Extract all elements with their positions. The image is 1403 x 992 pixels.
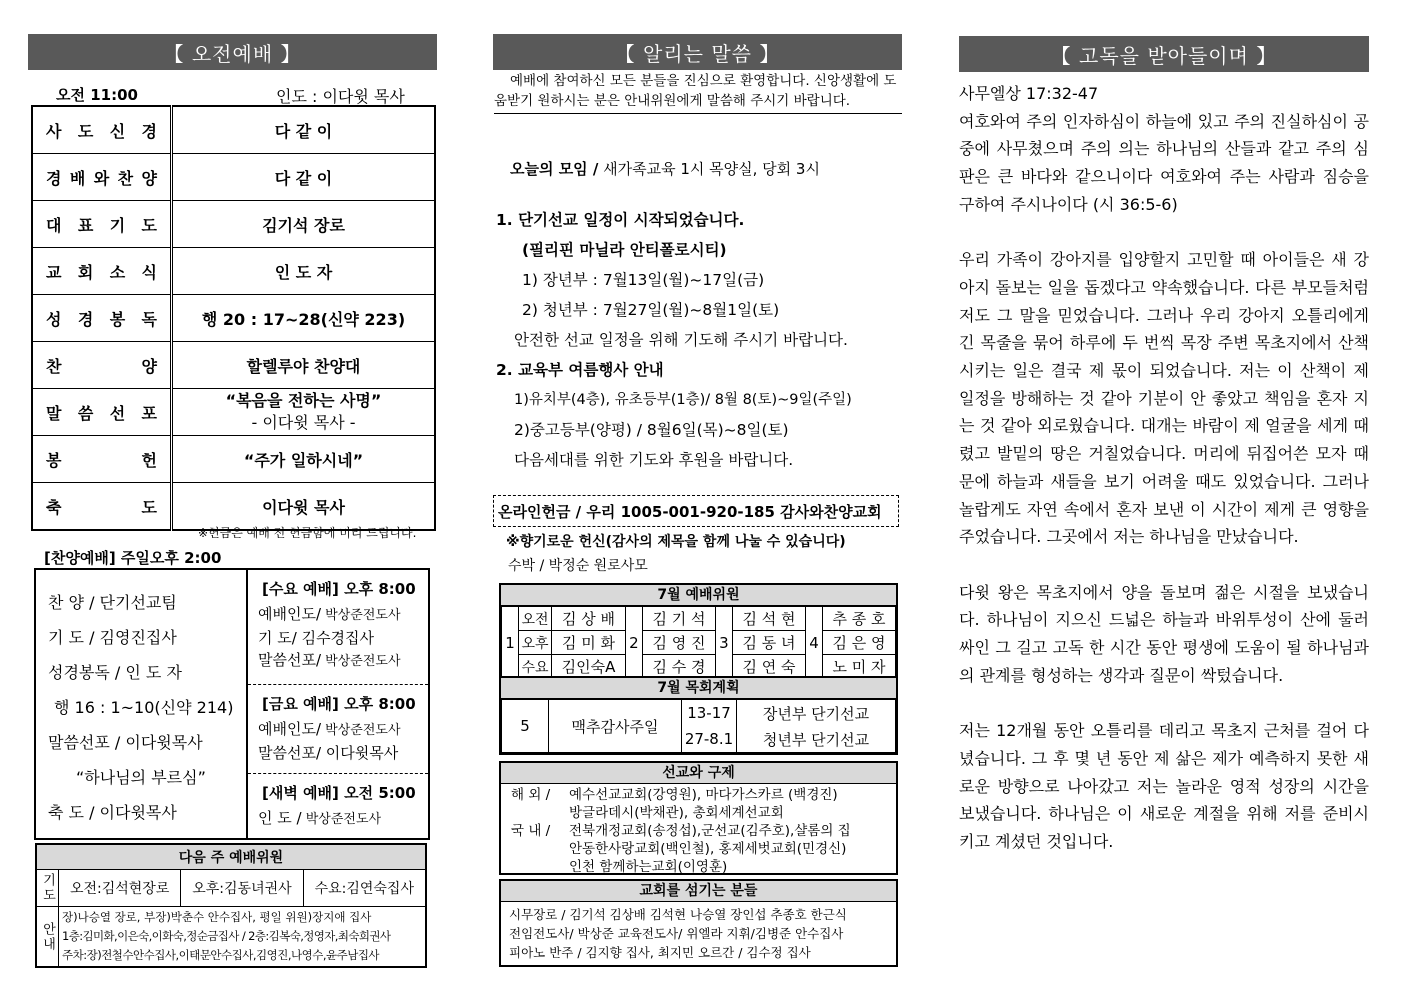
pastoral-plan-box bbox=[499, 676, 898, 755]
week-number: 1 bbox=[502, 607, 519, 679]
order-value: “주가 일하시네” bbox=[172, 436, 436, 483]
prayer-morning: 오전:김석현장로 bbox=[59, 870, 181, 907]
service-role: 말씀선포/ bbox=[258, 744, 322, 762]
next-week-title: 다음 주 예배위원 bbox=[36, 844, 426, 870]
order-value: 다 같 이 bbox=[172, 154, 436, 201]
announcement-item: 2)중고등부(양평) / 8월6일(목)~8일(토) bbox=[514, 421, 789, 439]
devotional-text bbox=[959, 80, 1369, 856]
worship-leader: 인도 : 이다윗 목사 bbox=[276, 87, 405, 106]
guide-label: 안내 bbox=[36, 907, 59, 968]
week-number: 3 bbox=[715, 607, 732, 679]
committee-name: 김 석 현 bbox=[732, 607, 805, 631]
service-title: [금요 예배] 오후 8:00 bbox=[262, 695, 416, 713]
praise-order bbox=[36, 570, 248, 838]
service-person: 박상준전도사 bbox=[321, 654, 401, 669]
mission-title: 선교와 구제 bbox=[501, 763, 896, 784]
offering-note: ※헌금은 예배 전 헌금함에 미리 드립니다. bbox=[198, 526, 417, 540]
servers-title: 교회를 섬기는 분들 bbox=[501, 881, 896, 902]
plan-event: 맥추감사주일 bbox=[549, 700, 682, 753]
servers-box bbox=[499, 879, 898, 967]
service-role: 기 도/ bbox=[258, 629, 297, 647]
table-row bbox=[32, 201, 435, 248]
service-person: 김수경집사 bbox=[296, 629, 375, 647]
guide-line: 주차:장)전철수안수집사,이태문안수집사,김영진,나영수,윤주남집사 bbox=[62, 948, 380, 962]
table-row bbox=[32, 483, 435, 531]
service-title: [수요 예배] 오후 8:00 bbox=[262, 580, 416, 598]
committee-table bbox=[501, 606, 896, 679]
weekday-services bbox=[248, 570, 428, 838]
mission-line: 전북개정교회(송정섭),군선교(김주호),샬롬의 집 bbox=[569, 823, 851, 839]
announcement-item: 1) 장년부 : 7월13일(월)~17일(금) bbox=[522, 271, 765, 289]
praise-line: 기 도 / 김영진집사 bbox=[48, 628, 177, 647]
devotional-header: 【 고독을 받아들이며 】 bbox=[959, 36, 1369, 72]
morning-worship-header: 【 오전예배 】 bbox=[28, 34, 437, 70]
announcement-item: 다음세대를 위한 기도와 후원을 바랍니다. bbox=[514, 451, 794, 469]
worship-time: 오전 11:00 bbox=[56, 86, 138, 104]
service-title: [새벽 예배] 오전 5:00 bbox=[262, 784, 416, 802]
announcement-item: 2) 청년부 : 7월27일(월)~8월1일(토) bbox=[522, 301, 780, 319]
servers-line: 피아노 반주 / 김지향 집사, 최지민 오르간 / 김수정 집사 bbox=[509, 945, 811, 960]
committee-name: 김 연 숙 bbox=[732, 655, 805, 679]
announcement-item: 1. 단기선교 일정이 시작되었습니다. bbox=[496, 211, 745, 229]
welcome-text: 예배에 참여하신 모든 분들을 진심으로 환영합니다. 신앙생활에 도움받기 원하시는 분은 안내위원에게 말씀해 주시기 바랍니다. bbox=[494, 71, 902, 114]
week-number: 4 bbox=[805, 607, 822, 679]
praise-line: “하나님의 부르심” bbox=[76, 768, 206, 787]
prayer-wednesday: 수요:김연숙집사 bbox=[303, 870, 426, 907]
praise-line: 축 도 / 이다윗목사 bbox=[48, 803, 177, 822]
announcement-item: 1)유치부(4층), 유초등부(1층)/ 8월 8(토)~9일(주일) bbox=[514, 392, 852, 408]
plan-week: 5 bbox=[502, 700, 549, 753]
announcement-list bbox=[496, 205, 906, 475]
plan-desc: 장년부 단기선교 bbox=[737, 700, 896, 727]
service-person: 이다윗목사 bbox=[321, 744, 399, 762]
table-row bbox=[502, 631, 896, 655]
mission-region: 국 내 / bbox=[511, 823, 551, 839]
order-label: 대 표 기 도 bbox=[46, 215, 157, 235]
order-label: 말 씀 선 포 bbox=[46, 403, 157, 423]
sermon-preacher: - 이다윗 목사 - bbox=[251, 413, 356, 432]
committee-title: 7월 예배위원 bbox=[501, 585, 896, 606]
table-row bbox=[36, 907, 426, 968]
dedication-item: 수박 / 박정순 원로사모 bbox=[508, 558, 648, 574]
service-person: 박상준전도사 bbox=[301, 812, 382, 827]
next-week-committee bbox=[35, 843, 427, 968]
order-label: 성 경 봉 독 bbox=[46, 309, 157, 329]
dawn-service bbox=[248, 774, 428, 838]
order-label: 사 도 신 경 bbox=[46, 121, 157, 141]
table-row bbox=[502, 700, 896, 727]
committee-name: 김 수 경 bbox=[642, 655, 715, 679]
order-value: 행 20 : 17~28(신약 223) bbox=[172, 295, 436, 342]
table-row bbox=[32, 295, 435, 342]
order-value: 할렐루야 찬양대 bbox=[172, 342, 436, 389]
dedication-note: ※향기로운 헌신(감사의 제목을 함께 나눌 수 있습니다) bbox=[506, 534, 846, 550]
announcements-header: 【 알리는 말씀 】 bbox=[493, 34, 902, 70]
july-committee-box bbox=[499, 583, 898, 681]
committee-name: 추 종 호 bbox=[822, 607, 895, 631]
table-row bbox=[502, 655, 896, 679]
devotional-paragraph: 우리 가족이 강아지를 입양할지 고민할 때 아이들은 새 강아지 돌보는 일을 돕겠다고 약속했습니다. 다른 부모들처럼 저도 그 말을 믿었습니다. 그러나 우리 강아지 오틀리에게 긴 목줄을 묶어 하루에 두 번씩 목장 주변 목초지에서 산책시키는 일은 결국 제 몫이 되었습니다. 저는 이 산책이 제 일정을 방해하는 것 같아 기분이 안 좋았고 책임을 혼자 지는 것 같아 외로웠습니다. 대개는 바람이 제 얼굴을 세게 때렸고 발밑의 땅은 거칠었습니다. 머리에 뒤집어쓴 모자 때문에 하늘과 새들을 보기 어려울 때도 있었습니다. 그러나 놀랍게도 자연 속에서 혼자 보낸 이 시간이 제게 큰 영향을 주었습니다. 그곳에서 저는 하나님을 만났습니다. bbox=[959, 250, 1369, 547]
online-offering: 온라인헌금 / 우리 1005-001-920-185 감사와찬양교회 bbox=[493, 495, 899, 527]
committee-name: 노 미 자 bbox=[822, 655, 895, 679]
service-label: 수요 bbox=[519, 655, 552, 679]
guide-line: 장)나승열 장로, 부장)박춘수 안수집사, 평일 위원)장지애 집사 bbox=[62, 910, 372, 924]
table-row bbox=[32, 436, 435, 483]
mission-box bbox=[499, 761, 898, 875]
service-role: 예배인도/ bbox=[258, 720, 322, 738]
order-value: 김기석 장로 bbox=[172, 201, 436, 248]
committee-name: 김 동 녀 bbox=[732, 631, 805, 655]
praise-line: 말씀선포 / 이다윗목사 bbox=[48, 733, 203, 752]
order-value: 인 도 자 bbox=[172, 248, 436, 295]
scripture-reference: 사무엘상 17:32-47 bbox=[959, 84, 1099, 103]
mission-line: 안동한사랑교회(백인철), 홍제세벗교회(민경신) bbox=[569, 841, 847, 857]
order-label: 경 배 와 찬 양 bbox=[46, 168, 157, 188]
meeting-label: 오늘의 모임 / bbox=[510, 160, 599, 178]
announcement-item: 안전한 선교 일정을 위해 기도해 주시기 바랍니다. bbox=[514, 331, 848, 349]
devotional-paragraph: 다윗 왕은 목초지에서 양을 돌보며 젊은 시절을 보냈습니다. 하나님이 지으신 드넓은 하늘과 바위투성이 산에 둘러싸인 그 길고 고독 한 시간 동안 평생에 도움이 될 하나님과의 관계를 형성하는 생각과 질문이 싹텄습니다. bbox=[959, 582, 1369, 685]
service-role: 인 도 / bbox=[258, 809, 302, 827]
praise-worship-title: [찬양예배] 주일오후 2:00 bbox=[44, 549, 222, 567]
service-role: 말씀선포/ bbox=[258, 651, 322, 669]
prayer-afternoon: 오후:김동녀권사 bbox=[181, 870, 303, 907]
todays-meeting bbox=[510, 158, 820, 179]
praise-line: 성경봉독 / 인 도 자 bbox=[48, 663, 182, 682]
announcement-item: (필리핀 마닐라 안티폴로시티) bbox=[522, 241, 727, 259]
plan-desc: 청년부 단기선교 bbox=[737, 726, 896, 753]
service-role: 예배인도/ bbox=[258, 605, 322, 623]
service-label: 오전 bbox=[519, 607, 552, 631]
wednesday-service bbox=[248, 570, 428, 685]
friday-service bbox=[248, 685, 428, 774]
week-number: 2 bbox=[625, 607, 642, 679]
table-row bbox=[32, 342, 435, 389]
announcement-item: 2. 교육부 여름행사 안내 bbox=[496, 361, 664, 379]
plan-date: 13-17 bbox=[682, 700, 737, 727]
table-row bbox=[32, 154, 435, 201]
order-value: 다 같 이 bbox=[172, 106, 436, 154]
table-row bbox=[32, 389, 435, 436]
sermon-title: “복음을 전하는 사명” bbox=[225, 391, 382, 410]
servers-line: 전임전도사/ 박상준 교육전도사/ 위엘라 지휘/김병준 안수집사 bbox=[509, 926, 844, 941]
service-label: 오후 bbox=[519, 631, 552, 655]
service-person: 박상준전도사 bbox=[321, 723, 401, 738]
table-row bbox=[36, 844, 426, 870]
mission-region: 해 외 / bbox=[511, 787, 551, 803]
table-row bbox=[32, 248, 435, 295]
mission-line: 방글라데시(박채관), 총회세계선교회 bbox=[569, 805, 784, 821]
service-person: 박상준전도사 bbox=[321, 608, 401, 623]
mission-line: 예수선교교회(강영원), 마다가스카르 (백경진) bbox=[569, 787, 838, 803]
devotional-paragraph: 저는 12개월 동안 오틀리를 데리고 목초지 근처를 걸어 다녔습니다. 그 후 몇 년 동안 제 삶은 제가 예측하지 못한 새로운 방향으로 나아갔고 저는 놀라운 영적 성장의 시간을 보냈습니다. 하나님은 이 새로운 계절을 위해 저를 준비시키고 계셨던 것입니다. bbox=[959, 721, 1369, 851]
order-label: 축 도 bbox=[46, 497, 157, 517]
guide-line: 1층:김미화,이은숙,이화숙,정순금집사 / 2층:김복숙,정영자,최숙희권사 bbox=[62, 929, 391, 943]
praise-worship-box bbox=[34, 568, 430, 840]
praise-line: 찬 양 / 단기선교팀 bbox=[48, 593, 177, 612]
order-label: 교 회 소 식 bbox=[46, 262, 157, 282]
committee-name: 김 영 진 bbox=[642, 631, 715, 655]
order-value: 이다윗 목사 bbox=[172, 483, 436, 531]
committee-name: 김인숙A bbox=[552, 655, 626, 679]
prayer-label: 기도 bbox=[36, 870, 59, 907]
table-row bbox=[32, 106, 435, 154]
order-label: 봉 헌 bbox=[46, 450, 157, 470]
table-row bbox=[36, 870, 426, 907]
plan-table bbox=[501, 699, 896, 753]
mission-line: 인천 함께하는교회(이영훈) bbox=[569, 859, 728, 875]
praise-line: 행 16 : 1~10(신약 214) bbox=[54, 698, 234, 717]
committee-name: 김 상 배 bbox=[552, 607, 626, 631]
servers-line: 시무장로 / 김기석 김상배 김석현 나승열 장인섭 추종호 한근식 bbox=[509, 907, 847, 922]
meeting-text: 새가족교육 1시 목양실, 당회 3시 bbox=[598, 160, 820, 178]
committee-name: 김 은 영 bbox=[822, 631, 895, 655]
scripture-quote: 여호와여 주의 인자하심이 하늘에 있고 주의 진실하심이 공중에 사무쳤으며 주의 의는 하나님의 산들과 같고 주의 심판은 큰 바다와 같으니이다 여호와여 주는 사람과 짐승을 구하여 주시나이다 (시 36:5-6) bbox=[959, 111, 1369, 214]
committee-name: 김 미 화 bbox=[552, 631, 626, 655]
plan-date: 27-8.1 bbox=[682, 726, 737, 753]
plan-title: 7월 목회계획 bbox=[501, 678, 896, 699]
committee-name: 김 기 석 bbox=[642, 607, 715, 631]
table-row bbox=[502, 607, 896, 631]
worship-order-table bbox=[31, 105, 436, 531]
order-label: 찬 양 bbox=[46, 356, 157, 376]
